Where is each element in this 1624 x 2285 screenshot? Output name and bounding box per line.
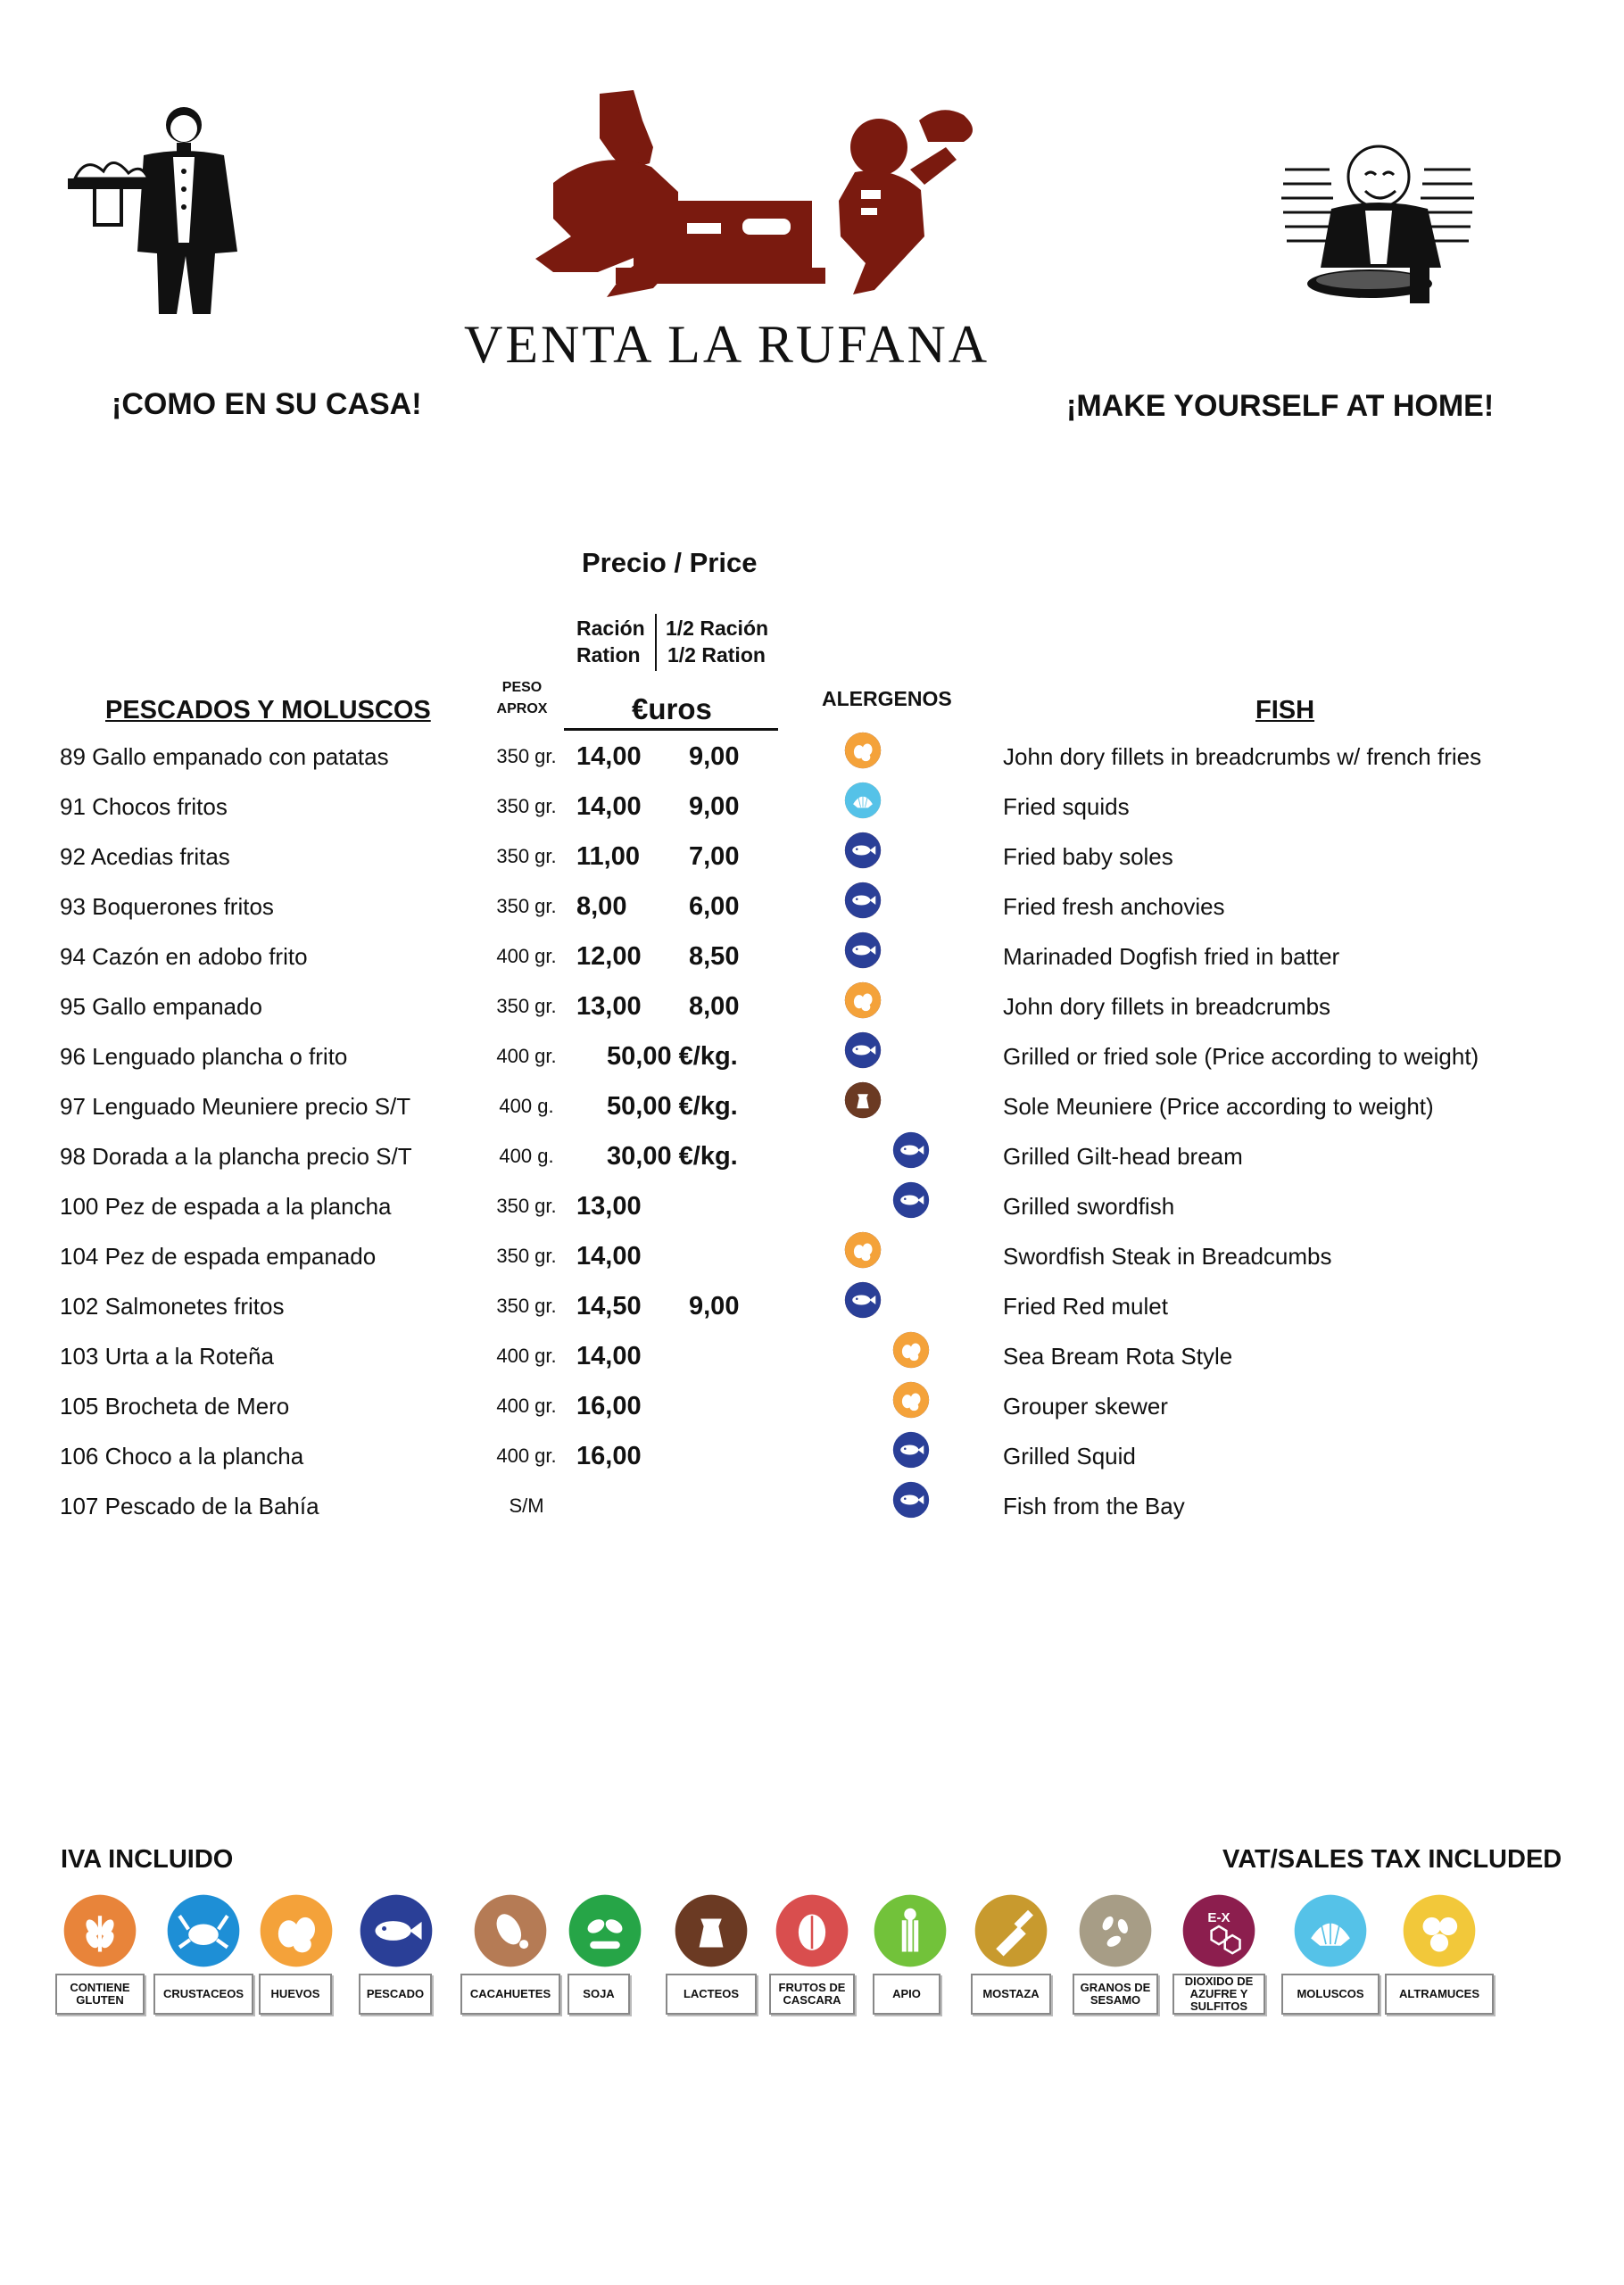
price-ration: 16,00 — [576, 1442, 642, 1470]
fish-icon — [844, 931, 882, 969]
euros-underline — [564, 728, 778, 731]
dish-name-english: Fried Red mulet — [1003, 1293, 1168, 1320]
price-half-ration: 8,50 — [689, 942, 740, 971]
dish-name-english: Swordfish Steak in Breadcumbs — [1003, 1243, 1332, 1270]
section-title-english: FISH — [1255, 696, 1315, 724]
dish-weight: 350 gr. — [496, 1195, 557, 1217]
dish-name-spanish: 103 Urta a la Roteña — [60, 1343, 274, 1370]
celery-icon — [873, 1893, 948, 1968]
dish-name-english: Grilled or fried sole (Price according to weight) — [1003, 1043, 1479, 1070]
legend-label: MOLUSCOS — [1281, 1974, 1380, 2015]
dish-weight: 400 g. — [499, 1145, 554, 1167]
dish-name-spanish: 100 Pez de espada a la plancha — [60, 1193, 392, 1220]
menu-row — [0, 732, 1624, 782]
wheat-icon — [62, 1893, 137, 1968]
legend-label: SOJA — [568, 1974, 630, 2015]
fish-icon — [892, 1131, 930, 1169]
aprox-label: APROX — [496, 701, 548, 716]
brand-name: VENTA LA RUFANA — [464, 315, 990, 374]
dish-weight: 350 gr. — [496, 995, 557, 1017]
legend-item-sulfitos — [1172, 1893, 1265, 2015]
dish-name-english: Fish from the Bay — [1003, 1493, 1185, 1519]
price-ration: 8,00 — [576, 892, 627, 921]
dish-weight: 350 gr. — [496, 745, 557, 767]
dish-name-spanish: 102 Salmonetes fritos — [60, 1293, 285, 1320]
price-ration: 12,00 — [576, 942, 642, 971]
section-title-spanish: PESCADOS Y MOLUSCOS — [105, 696, 431, 724]
legend-item-sesamo — [1073, 1893, 1158, 2015]
eggs-icon — [892, 1381, 930, 1419]
price-half-ration: 9,00 — [689, 792, 740, 821]
eggs-icon — [844, 1231, 882, 1269]
milk-jug-icon — [674, 1893, 749, 1968]
legend-item-pescado — [359, 1893, 432, 2015]
dish-name-spanish: 91 Chocos fritos — [60, 793, 228, 820]
chef-illustration — [1276, 134, 1477, 312]
price-ration: 13,00 — [576, 1192, 642, 1221]
dish-name-spanish: 104 Pez de espada empanado — [60, 1243, 377, 1270]
dish-weight: 350 gr. — [496, 795, 557, 817]
shell-icon — [1293, 1893, 1368, 1968]
eggs-icon — [844, 732, 882, 769]
legend-item-mostaza — [971, 1893, 1051, 2015]
dish-weight: 400 gr. — [496, 1445, 557, 1467]
fish-icon — [892, 1481, 930, 1519]
dish-weight: 400 gr. — [496, 1345, 557, 1367]
milk-jug-icon — [844, 1081, 882, 1119]
legend-label: MOSTAZA — [971, 1974, 1051, 2015]
dish-name-spanish: 97 Lenguado Meuniere precio S/T — [60, 1093, 411, 1120]
price-ration: 14,00 — [576, 742, 642, 771]
menu-row — [0, 1181, 1624, 1231]
price-title: Precio / Price — [582, 547, 758, 578]
half-ration-label: 1/2 Ration — [667, 643, 766, 666]
dish-name-english: Grilled Gilt-head bream — [1003, 1143, 1243, 1170]
mustard-icon — [974, 1893, 1048, 1968]
menu-row — [0, 1281, 1624, 1331]
legend-item-moluscos — [1281, 1893, 1380, 2015]
dish-name-spanish: 92 Acedias fritas — [60, 843, 230, 870]
nut-icon — [775, 1893, 849, 1968]
legend-label: GRANOS DE SESAMO — [1073, 1974, 1158, 2015]
eggs-icon — [892, 1331, 930, 1369]
sulphite-molecule-icon — [1181, 1893, 1256, 1968]
fish-icon — [892, 1431, 930, 1469]
iva-label: IVA INCLUIDO — [61, 1845, 234, 1874]
dish-weight: 350 gr. — [496, 895, 557, 917]
menu-row — [0, 1481, 1624, 1531]
dish-weight: 400 gr. — [496, 1045, 557, 1067]
legend-label: ALTRAMUCES — [1385, 1974, 1494, 2015]
price-per-kg: 50,00 €/kg. — [607, 1042, 738, 1071]
lupin-icon — [1402, 1893, 1477, 1968]
legend-item-lacteos — [666, 1893, 757, 2015]
price-ration: 14,00 — [576, 1342, 642, 1370]
price-half-ration: 7,00 — [689, 842, 740, 871]
price-column-divider — [655, 614, 657, 671]
menu-row — [0, 1081, 1624, 1131]
slogan-spanish: ¡COMO EN SU CASA! — [112, 387, 422, 421]
price-ration: 16,00 — [576, 1392, 642, 1420]
dish-name-english: Sea Bream Rota Style — [1003, 1343, 1233, 1370]
dish-name-spanish: 98 Dorada a la plancha precio S/T — [60, 1143, 412, 1170]
svg-text:E-X: E-X — [1207, 1909, 1230, 1925]
legend-label: LACTEOS — [666, 1974, 757, 2015]
legend-label: DIOXIDO DE AZUFRE Y SULFITOS — [1172, 1974, 1265, 2015]
price-half-ration: 9,00 — [689, 742, 740, 771]
legend-label: FRUTOS DE CASCARA — [769, 1974, 855, 2015]
price-ration: 13,00 — [576, 992, 642, 1021]
menu-row — [0, 1031, 1624, 1081]
dish-name-spanish: 93 Boquerones fritos — [60, 893, 274, 920]
price-ration: 14,00 — [576, 1242, 642, 1271]
ration-label: Ration — [576, 643, 641, 666]
dish-name-english: John dory fillets in breadcrumbs w/ french fries — [1003, 743, 1482, 770]
dish-name-english: Grouper skewer — [1003, 1393, 1168, 1420]
allergens-label: ALERGENOS — [822, 687, 952, 710]
menu-row — [0, 882, 1624, 931]
legend-label: HUEVOS — [259, 1974, 332, 2015]
legend-item-frutos — [769, 1893, 855, 2015]
dish-weight: S/M — [509, 1494, 544, 1517]
legend-label: PESCADO — [359, 1974, 432, 2015]
legend-label: CONTIENE GLUTEN — [55, 1974, 145, 2015]
legend-label: CRUSTACEOS — [153, 1974, 253, 2015]
price-ration: 14,50 — [576, 1292, 642, 1320]
restaurant-logo — [500, 85, 982, 317]
sesame-icon — [1078, 1893, 1153, 1968]
fish-icon — [844, 1031, 882, 1069]
dish-name-spanish: 95 Gallo empanado — [60, 993, 262, 1020]
eggs-icon — [844, 981, 882, 1019]
price-half-ration: 9,00 — [689, 1292, 740, 1320]
fish-icon — [844, 882, 882, 919]
legend-item-huevos — [259, 1893, 332, 2015]
dish-name-english: Fried baby soles — [1003, 843, 1173, 870]
peanut-icon — [473, 1893, 548, 1968]
menu-row — [0, 782, 1624, 832]
euros-label: €uros — [632, 692, 712, 725]
menu-row — [0, 981, 1624, 1031]
price-per-kg: 30,00 €/kg. — [607, 1142, 738, 1171]
fish-icon — [844, 1281, 882, 1319]
legend-item-gluten — [55, 1893, 145, 2015]
legend-label: APIO — [873, 1974, 940, 2015]
price-half-ration: 6,00 — [689, 892, 740, 921]
vat-label: VAT/SALES TAX INCLUDED — [1222, 1845, 1562, 1874]
shell-icon — [844, 782, 882, 819]
fish-icon — [844, 832, 882, 869]
crab-icon — [166, 1893, 241, 1968]
menu-row — [0, 832, 1624, 882]
dish-weight: 400 g. — [499, 1095, 554, 1117]
dish-name-spanish: 106 Choco a la plancha — [60, 1443, 304, 1470]
menu-row — [0, 1381, 1624, 1431]
racion-label: Ración — [576, 617, 645, 640]
menu-row — [0, 1231, 1624, 1281]
dish-weight: 400 gr. — [496, 1395, 557, 1417]
dish-name-english: Fried squids — [1003, 793, 1130, 820]
price-ration: 14,00 — [576, 792, 642, 821]
dish-name-english: Sole Meuniere (Price according to weight) — [1003, 1093, 1434, 1120]
half-racion-label: 1/2 Ración — [666, 617, 769, 640]
menu-row — [0, 1331, 1624, 1381]
dish-name-spanish: 107 Pescado de la Bahía — [60, 1493, 319, 1519]
fish-icon — [359, 1893, 434, 1968]
dish-name-english: Grilled swordfish — [1003, 1193, 1175, 1220]
peso-label: PESO — [501, 680, 543, 695]
legend-item-apio — [873, 1893, 940, 2015]
soy-icon — [568, 1893, 642, 1968]
dish-name-spanish: 89 Gallo empanado con patatas — [60, 743, 389, 770]
legend-item-soja — [568, 1893, 630, 2015]
dish-name-spanish: 105 Brocheta de Mero — [60, 1393, 290, 1420]
dish-weight: 400 gr. — [496, 945, 557, 967]
waiter-illustration — [59, 100, 255, 323]
legend-item-altramuces — [1385, 1893, 1494, 2015]
menu-row — [0, 1131, 1624, 1181]
dish-name-english: John dory fillets in breadcrumbs — [1003, 993, 1331, 1020]
slogan-english: ¡MAKE YOURSELF AT HOME! — [1066, 389, 1495, 423]
dish-name-english: Grilled Squid — [1003, 1443, 1136, 1470]
menu-row — [0, 931, 1624, 981]
dish-name-english: Marinaded Dogfish fried in batter — [1003, 943, 1340, 970]
legend-item-cacahuetes — [460, 1893, 560, 2015]
dish-name-spanish: 94 Cazón en adobo frito — [60, 943, 308, 970]
dish-weight: 350 gr. — [496, 1295, 557, 1317]
price-ration: 11,00 — [576, 842, 640, 871]
eggs-icon — [259, 1893, 334, 1968]
menu-row — [0, 1431, 1624, 1481]
dish-name-english: Fried fresh anchovies — [1003, 893, 1225, 920]
legend-label: CACAHUETES — [460, 1974, 560, 2015]
legend-item-crustaceos — [153, 1893, 253, 2015]
price-half-ration: 8,00 — [689, 992, 740, 1021]
fish-icon — [892, 1181, 930, 1219]
price-per-kg: 50,00 €/kg. — [607, 1092, 738, 1121]
dish-weight: 350 gr. — [496, 845, 557, 867]
dish-weight: 350 gr. — [496, 1245, 557, 1267]
dish-name-spanish: 96 Lenguado plancha o frito — [60, 1043, 348, 1070]
